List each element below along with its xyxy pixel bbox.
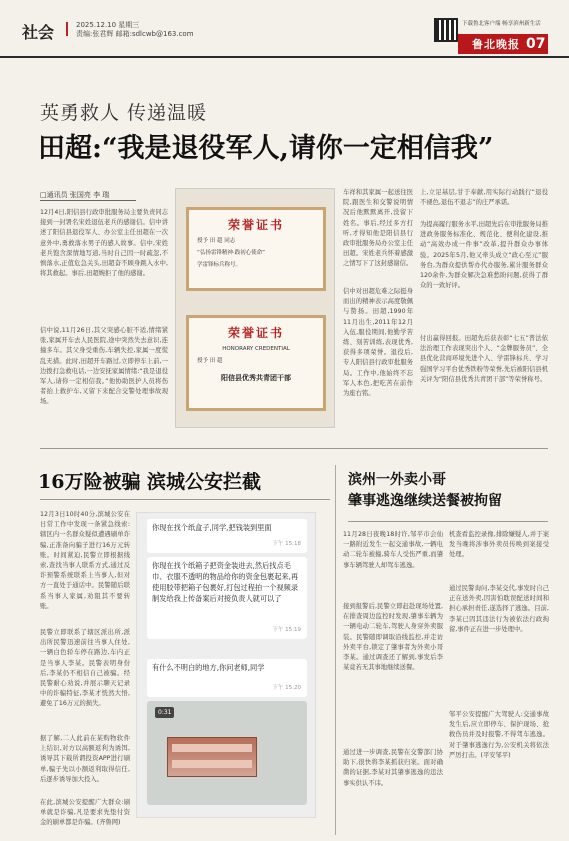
story2-title: 16万险被骗 滨城公安拦截: [38, 471, 262, 493]
edition-editor: 责编:张君辉 邮箱:sdlcwb@163.com: [76, 30, 194, 38]
section-name: 社会: [22, 23, 55, 42]
chat-message-3-text: 有什么不明白的地方,你问老师,同学: [152, 663, 265, 672]
story2-p4: 在此,滨城公安提醒广大群众:刷单就是诈骗,凡是要求先垫付资金的刷单都是诈骗。(齐鲁网): [40, 799, 130, 827]
story3-col1-p1: 11月28日夜晚18时许,邹平市会仙一路附近发生一起交通事故,一辆电动二轮车被撞,骑车人受伤严重,而肇事车辆驾驶人却驾车逃逸。: [343, 531, 443, 569]
story1-subtitle: 英勇救人 传递温暖: [40, 102, 208, 124]
story1-col2-p2: 信中对田超危难之际挺身而出的精神表示高度敬佩与赞扬。田超,1990年11月出生,2011年12月入伍,服役期间,他勤学苦练、刻苦训练,表现优秀,获得多项荣誉。退役后,专人阳信县行政审批服务局。工作中,他始终不忘军人本色,把吃苦在前作为座右铭。: [343, 288, 413, 398]
story3-title-line2: 肇事逃逸继续送餐被拘留: [348, 493, 502, 509]
edition-info: [76, 21, 194, 39]
story1-col1-p1: 12月4日,阳信县行政审批服务局主要负责同志接到一封署名宋姓退伍老兵的感谢信。信中讲述了阳信县退役军人、办公室主任田超在一次意外中,勇救落水男子的感人故事。信中,宋姓老兵饱含深情地写道,当时自己因一时疏忽,不慎落水,正值危急关头,田超奋不顾身跳入水中,将其救起。事后,田超婉拒了他的感谢。: [40, 209, 168, 278]
cert2-title: 荣誉证书: [227, 326, 284, 340]
chat-message-2: [147, 557, 307, 639]
story3-col1-p3: 通过进一步调查,民警在交警部门协助下,很快将李某抓获归案。面对确凿的证据,李某对其肇事逃逸的违法事实供认不讳。: [343, 749, 443, 787]
qr-code-icon: [434, 18, 458, 42]
certificate-2: [186, 315, 326, 411]
page-header: [0, 0, 569, 58]
byline-rule: [40, 200, 136, 201]
certificates-photo: [175, 188, 335, 428]
cert1-line3: 学雷锋标兵称号。: [197, 262, 242, 268]
story2-p2: 民警立即联系了辖区派出所,派出所民警迅速前往当事人住处,一辆白色轿车停在路边,车内正是当事人李某。民警表明身份后,李某仍不相信自己被骗。经民警耐心劝说,并展示聊天记录中的诈骗特征,李某才恍然大悟,避免了16万元的损失。: [40, 629, 130, 708]
story1-title: 田超:“我是退役军人,请你一定相信我”: [38, 133, 494, 164]
story1-col3-p1: 上,立足基层,甘于奉献,用实际行动践行“退役不褪色,退伍不退志”的庄严承诺。: [420, 189, 548, 207]
chat-screenshot: [136, 512, 316, 818]
cert2-subtitle: HONORARY CREDENTIAL: [222, 346, 290, 352]
cert2-honor: 阳信县优秀共青团干部: [221, 373, 291, 382]
slogan-line1: 下载鲁北客户端: [462, 21, 501, 27]
newspaper-logo: [458, 34, 548, 54]
story1-col2-p1: 车祥和其家属一起送往医院,跟医生和交警说明情况后他默默离开,没留下姓名。事后,经过多方打听,才得知他是阳信县行政审批服务局办公室主任田超。宋姓老兵怀着感激之情写下了这封感谢信。: [343, 189, 413, 268]
edition-date: 2025.12.10 星期三: [76, 21, 140, 29]
story1-col3-p3: 付出赢得回报。田超先后获表彰“七五”普法依法治理工作表现突出个人、“金牌服务员”、全县优化营商环境先进个人、学雷锋标兵、学习强国学习平台优秀铁粉等荣誉,先后被阳信县机关评为“阳信县优秀共青团干部”等荣誉称号。: [420, 335, 548, 383]
column-divider: [335, 465, 336, 835]
story3-title-line1: 滨州一外卖小哥: [348, 472, 446, 488]
chat-message-1: [147, 519, 307, 553]
chat-message-1-text: 你现在找个纸盒子,同学,把钱装到里面: [152, 523, 272, 532]
story2-title-rule: [40, 499, 330, 500]
certificate-1: [186, 207, 326, 291]
chat-video-message: [147, 701, 307, 805]
slogan-line2: 畅享滨州新生活: [502, 21, 541, 27]
story1-col1-p2: 信中说,11月26日,其父突感心脏不适,情绪紧张,家属开车去人民医院,途中突然失去意识,连撞多车。其父身受重伤,车辆失控,家属一度慌乱无措。此时,田超开车路过,立即停车上前,一边拨打急救电话,一边安抚家属情绪:“我是退役军人,请你一定相信我。”他协助医护人员将伤者抬上救护车,又留下来配合交警处理事故现场。: [40, 327, 168, 406]
cert1-line1: 授予 田 超 同志: [197, 238, 236, 244]
chat-message-2-text: 你现在找个纸箱子把资金装进去,然后找点毛巾、衣服不透明的物品给你的资金包裹起来,再使用胶带把箱子包裹好,打包过程拍一个视频录制发给我上传备案后对接负责人就可以了: [152, 561, 299, 603]
story1-col3-p2: 为提高履行服务水平,田超先后在审批服务局推进政务服务标准化、规范化、便利化建设,推动“高效办成一件事”改革,提升群众办事体验。2025年5月,他又牵头成立“政心至元”服务台,为群众提供帮办代办服务,累计服务群众120余件,为群众解决急难愁盼问题,获得了群众的一致好评。: [420, 221, 548, 290]
story2-p3: 据了解,二人此前在某购物软件上结识,对方以高额返利为诱饵,诱导其下载所谓投资APP进行刷单,骗子先以小额返利取得信任,后逐步诱导加大投入。: [40, 735, 130, 783]
header-divider: [66, 22, 68, 36]
cert1-title: 荣誉证书: [227, 218, 284, 232]
story3-col1-p2: 接到报警后,民警立即赶赴现场处置,在排查周边监控时发现,肇事车辆为一辆电动二轮车,驾驶人身穿外卖服装。民警随即调取沿线监控,并走访外卖平台,锁定了肇事者为外卖小哥李某。通过调查还了解到,事发后李某竟若无其事地继续送餐。: [343, 603, 443, 672]
video-duration: 0:31: [155, 707, 174, 718]
section-divider: [40, 448, 548, 449]
cash-box-image: [167, 737, 257, 777]
story3-col2-p3: 邹平公安提醒广大驾驶人:交通事故发生后,应立即停车、保护现场、抢救伤员并及时报警,不得驾车逃逸。对于肇事逃逸行为,公安机关将依法严厉打击。(平安邹平): [449, 711, 549, 759]
story3-title-rule: [348, 521, 548, 522]
cert1-line2: “弘扬雷锋精神·践初心使命”: [197, 250, 265, 256]
story3-col2-p1: 机查看监控录像,排除嫌疑人,并于案发当晚将涉事外卖员传唤到案接受处理。: [449, 531, 549, 559]
logo-text: 鲁北晚报: [472, 38, 520, 51]
chat-time-3: 下午 15:20: [272, 685, 301, 691]
app-slogan: [462, 20, 541, 28]
chat-time-1: 下午 15:18: [272, 541, 301, 547]
story3-col2-p2: 通过民警询问,李某交代,事发时自己正在送外卖,因害怕耽误配送时间和担心承担责任,遂选择了逃逸。目前,李某已因其违法行为被依法行政拘留,事件正在进一步处理中。: [449, 585, 549, 633]
chat-message-3: [147, 659, 307, 697]
cert2-line1: 授予 田 超: [197, 358, 223, 364]
story2-p1: 12月3日10时40分,滨城公安在日常工作中发现一条紧急线索:辖区内一名群众疑似遭遇刷单诈骗,正准备向骗子进行16万元转账。时间紧迫,民警立即根据线索,查找当事人联系方式,通过反诈预警系统联系上当事人,但对方一直处于通话中。民警随后联系当事人家属,劝阻其不要转账。: [40, 511, 130, 610]
story1-byline: □通讯员 张国亮 李 瑞: [40, 191, 110, 199]
chat-time-2: 下午 15:19: [272, 627, 301, 633]
page-number: 07: [526, 36, 546, 52]
